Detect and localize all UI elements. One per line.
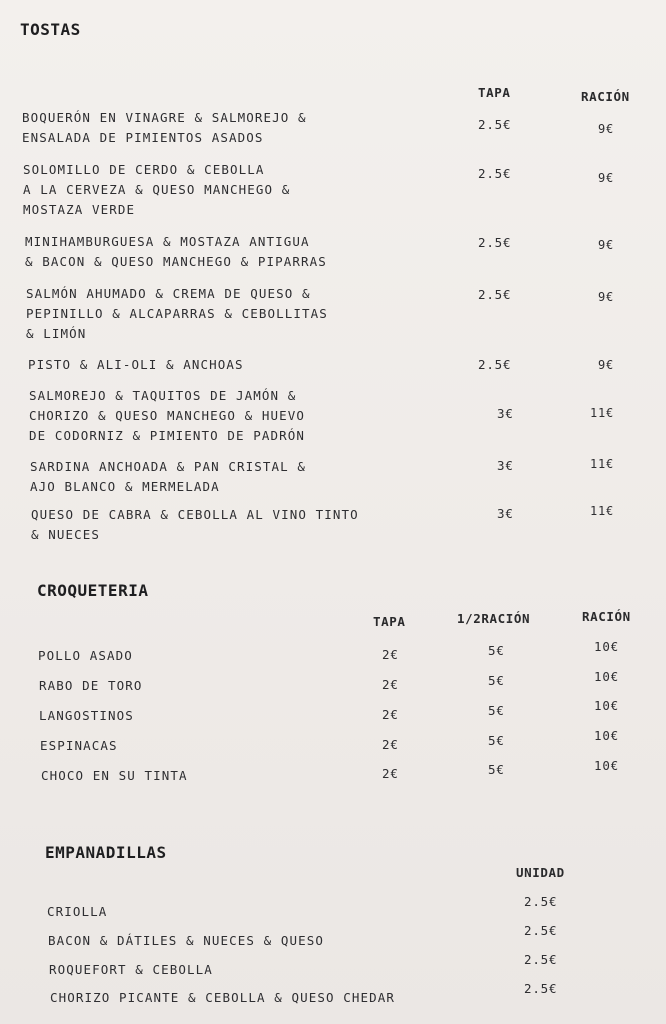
tostas-item-line: A LA CERVEZA & QUESO MANCHEGO &	[23, 182, 291, 197]
croqueteria-item-media-price: 5€	[488, 733, 505, 748]
tostas-item-racion-price: 11€	[590, 504, 615, 518]
croqueteria-item-racion-price: 10€	[594, 639, 619, 654]
tostas-item-tapa-price: 3€	[497, 458, 514, 473]
empanadillas-item-price: 2.5€	[524, 923, 558, 938]
tostas-item-name	[25, 232, 327, 272]
tostas-item-line: BOQUERÓN EN VINAGRE & SALMOREJO &	[22, 110, 307, 125]
croqueteria-item-tapa-price: 2€	[382, 677, 399, 692]
tostas-title: TOSTAS	[20, 20, 81, 39]
tostas-item-line: MINIHAMBURGUESA & MOSTAZA ANTIGUA	[25, 234, 310, 249]
croqueteria-item-tapa-price: 2€	[382, 737, 399, 752]
tostas-item-line: SALMÓN AHUMADO & CREMA DE QUESO &	[26, 286, 311, 301]
empanadillas-item-price: 2.5€	[524, 981, 558, 996]
croqueteria-header-media: 1/2RACIÓN	[457, 611, 531, 626]
tostas-item-line: CHORIZO & QUESO MANCHEGO & HUEVO	[29, 408, 306, 423]
croqueteria-item-name: CHOCO EN SU TINTA	[41, 768, 188, 783]
tostas-item-tapa-price: 3€	[497, 506, 514, 521]
tostas-item-line: & BACON & QUESO MANCHEGO & PIPARRAS	[25, 254, 327, 269]
tostas-item-tapa-price: 2.5€	[478, 166, 512, 181]
tostas-item-line: & NUECES	[31, 527, 101, 542]
croqueteria-item-tapa-price: 2€	[382, 647, 399, 662]
croqueteria-item-name: ESPINACAS	[40, 738, 118, 753]
tostas-item-racion-price: 9€	[598, 238, 615, 252]
empanadillas-item-name: CRIOLLA	[47, 904, 108, 919]
empanadillas-title: EMPANADILLAS	[45, 843, 167, 862]
croqueteria-item-media-price: 5€	[488, 643, 505, 658]
tostas-item-name	[23, 160, 290, 220]
croqueteria-item-name: POLLO ASADO	[38, 648, 133, 663]
tostas-item-line: PEPINILLO & ALCAPARRAS & CEBOLLITAS	[26, 306, 328, 321]
croqueteria-item-media-price: 5€	[488, 762, 505, 777]
tostas-item-name	[30, 457, 306, 497]
tostas-item-tapa-price: 3€	[497, 406, 514, 421]
tostas-item-racion-price: 9€	[598, 171, 615, 185]
croqueteria-item-name: RABO DE TORO	[39, 678, 143, 693]
tostas-item-line: ENSALADA DE PIMIENTOS ASADOS	[22, 130, 264, 145]
croqueteria-item-racion-price: 10€	[594, 669, 619, 684]
tostas-item-name	[28, 355, 244, 375]
croqueteria-item-tapa-price: 2€	[382, 766, 399, 781]
tostas-item-line: SOLOMILLO DE CERDO & CEBOLLA	[23, 162, 265, 177]
tostas-item-line: PISTO & ALI-OLI & ANCHOAS	[28, 357, 244, 372]
tostas-header-racion: RACIÓN	[581, 89, 630, 104]
croqueteria-item-name: LANGOSTINOS	[39, 708, 134, 723]
empanadillas-item-name: BACON & DÁTILES & NUECES & QUESO	[48, 933, 325, 948]
tostas-item-racion-price: 11€	[590, 457, 615, 471]
tostas-item-name	[29, 386, 305, 446]
tostas-item-name	[31, 505, 359, 545]
tostas-item-tapa-price: 2.5€	[478, 235, 512, 250]
tostas-item-tapa-price: 2.5€	[478, 287, 512, 302]
tostas-item-line: SALMOREJO & TAQUITOS DE JAMÓN &	[29, 388, 297, 403]
tostas-item-line: & LIMÓN	[26, 326, 87, 341]
tostas-item-name	[22, 108, 307, 148]
croqueteria-item-media-price: 5€	[488, 673, 505, 688]
croqueteria-item-tapa-price: 2€	[382, 707, 399, 722]
tostas-header-tapa: TAPA	[478, 85, 511, 100]
tostas-item-racion-price: 9€	[598, 290, 615, 304]
croqueteria-header-tapa: TAPA	[373, 614, 406, 629]
tostas-item-line: DE CODORNIZ & PIMIENTO DE PADRÓN	[29, 428, 306, 443]
empanadillas-item-price: 2.5€	[524, 952, 558, 967]
tostas-item-line: AJO BLANCO & MERMELADA	[30, 479, 220, 494]
tostas-item-line: QUESO DE CABRA & CEBOLLA AL VINO TINTO	[31, 507, 359, 522]
croqueteria-header-racion: RACIÓN	[582, 609, 631, 624]
tostas-item-name	[26, 284, 328, 344]
croqueteria-item-media-price: 5€	[488, 703, 505, 718]
empanadillas-header-unidad: UNIDAD	[516, 865, 565, 880]
tostas-item-racion-price: 9€	[598, 122, 615, 136]
croqueteria-item-racion-price: 10€	[594, 728, 619, 743]
empanadillas-item-price: 2.5€	[524, 894, 558, 909]
tostas-item-line: MOSTAZA VERDE	[23, 202, 136, 217]
empanadillas-item-name: ROQUEFORT & CEBOLLA	[49, 962, 213, 977]
tostas-item-tapa-price: 2.5€	[478, 117, 512, 132]
empanadillas-item-name: CHORIZO PICANTE & CEBOLLA & QUESO CHEDAR	[50, 990, 396, 1005]
tostas-item-line: SARDINA ANCHOADA & PAN CRISTAL &	[30, 459, 307, 474]
tostas-item-racion-price: 11€	[590, 406, 615, 420]
croqueteria-item-racion-price: 10€	[594, 698, 619, 713]
croqueteria-item-racion-price: 10€	[594, 758, 619, 773]
tostas-item-racion-price: 9€	[598, 358, 615, 372]
croqueteria-title: CROQUETERIA	[37, 581, 149, 600]
tostas-item-tapa-price: 2.5€	[478, 357, 512, 372]
